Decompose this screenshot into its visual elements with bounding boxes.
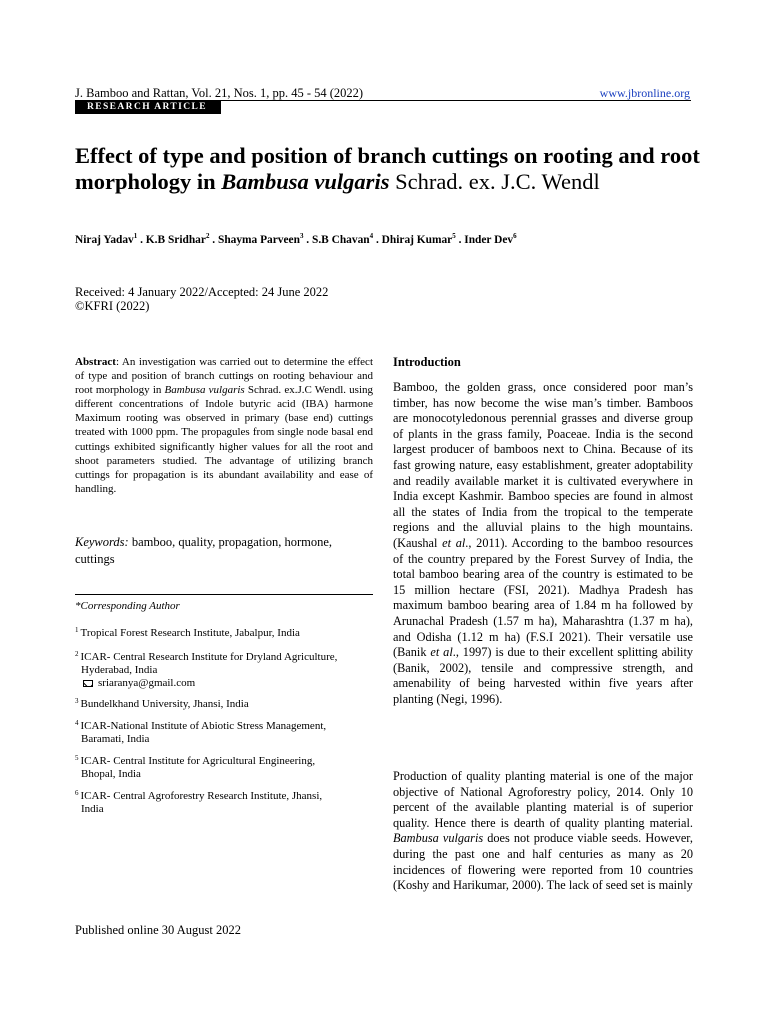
affiliation-3: $^3$ Bundelkhand University, Jhansi, India bbox=[75, 697, 249, 710]
affiliation-5: $^5$ ICAR- Central Institute for Agricultural Engineering, Bhopal, India bbox=[75, 754, 316, 780]
author-affiliation-number: 4 bbox=[369, 232, 374, 240]
introduction-paragraph-2: Production of quality planting material is one of the major objective of National Agroforestry policy, 2014. Only 10 percent of the available planting material is of superior quality. Hence there is dearth of quality planting material. Bambusa vulgaris does not produce viable seeds. However, during the past one and half centuries as many as 20 incidences of flowering were reported from 10 countries (Koshy and Harikumar, 2000). The lack of seed set is mainly bbox=[393, 769, 693, 893]
author-name: Inder Dev bbox=[464, 234, 514, 246]
author-affiliation-number: 3 bbox=[299, 232, 304, 240]
corresponding-author: *Corresponding Author bbox=[75, 600, 180, 612]
author-name: S.B Chavan bbox=[311, 234, 370, 246]
author-name: Niraj Yadav bbox=[75, 234, 134, 246]
paper-title bbox=[75, 143, 705, 195]
author-affiliation-number: 2 bbox=[205, 232, 210, 240]
envelope-icon bbox=[83, 680, 93, 687]
author-name: Shayma Parveen bbox=[217, 234, 300, 246]
keywords-label: Keywords: bbox=[75, 535, 129, 549]
affiliation-4: $^4$ ICAR-National Institute of Abiotic Stress Management, Baramati, India bbox=[75, 719, 327, 745]
received-accepted-date: Received: 4 January 2022/Accepted: 24 June 2022 bbox=[75, 285, 329, 299]
email-address[interactable]: sriaranya@gmail.com bbox=[98, 677, 196, 689]
author-affiliation-number: 1 bbox=[133, 232, 138, 240]
title-text: Effect of type and position of branch cuttings on rooting and root morphology in bbox=[75, 143, 700, 194]
affiliation-2: $^2$ ICAR- Central Research Institute for Dryland Agriculture, Hyderabad, India sriaranya@gmail.com bbox=[75, 651, 375, 690]
abstract-label: Abstract bbox=[75, 356, 116, 368]
publication-dates bbox=[75, 285, 328, 313]
author-affiliation-number: 5 bbox=[452, 232, 456, 240]
copyright-notice: ©KFRI (2022) bbox=[75, 299, 150, 313]
affiliation-6: $^6$ ICAR- Central Agroforestry Research Institute, Jhansi, India bbox=[75, 789, 323, 815]
title-species: Bambusa vulgaris bbox=[221, 169, 390, 194]
journal-url-link[interactable]: www.jbronline.org bbox=[599, 86, 690, 100]
email-line bbox=[75, 677, 375, 690]
journal-citation: J. Bamboo and Rattan, Vol. 21, Nos. 1, pp. 45 - 54 (2022) bbox=[75, 86, 364, 100]
introduction-heading: Introduction bbox=[393, 355, 461, 369]
author-separator: . bbox=[303, 234, 312, 246]
author-list bbox=[75, 234, 517, 246]
introduction-paragraph-1: Bamboo, the golden grass, once considered poor man’s timber, has now become the wise man’s timber. Bamboos are monocotyledonous perennial grasses and diverse group of plants in the grass family, Poaceae. India is the second largest producer of bamboos next to China. Because of its fast growing nature, easy establishment, greater adoptability and readily available market it is cultivated everywhere in India except Kashmir. Bamboo species are found in almost all the states of India from the tropical to the temperate regions and the alluvial plains to the high mountains. (Kaushal et al., 2011). According to the bamboo resources of the country prepared by the Forest Survey of India, the total bamboo bearing area of the country is estimated to be 15 million hectare (FSI, 2021). Madhya Pradesh has maximum bamboo bearing area of 1.84 m ha followed by Arunachal Pradesh (1.57 m ha), Maharashtra (1.37 m ha), and Odisha (1.12 m ha) (F.S.I 2021). Their versatile use (Banik et al., 1997) is due to their excellent splitting ability (Banik, 2002), tensile and compressive strength, and amenability of being harvested within five years after planting (Negi, 1996). bbox=[393, 380, 694, 706]
affiliation-1: $^1$ Tropical Forest Research Institute, Jabalpur, India bbox=[75, 626, 300, 639]
abstract-text: : An investigation was carried out to determine the effect of type and position of branch cuttings on rooting behaviour and root morphology in bbox=[75, 356, 373, 397]
article-type-badge: RESEARCH ARTICLE bbox=[75, 100, 221, 114]
keywords-text: bamboo, quality, propagation, hormone, cuttings bbox=[75, 535, 333, 566]
author-separator: . bbox=[373, 234, 382, 246]
abstract-text-cont: Schrad. ex.J.C Wendl. using different concentrations of Indole butyric acid (IBA) harmone Maximum rooting was observed in primary (base end) cuttings treated with 1000 ppm. The propagules from single node basal end cuttings exhibited significantly higher values for all the root and shoot parameters studied. The advantage of utilizing branch cuttings for propagation is its abundant availability and ease of handling. bbox=[75, 384, 373, 495]
author-separator: . bbox=[455, 234, 465, 246]
author-name: Dhiraj Kumar bbox=[381, 234, 453, 246]
footnote-divider bbox=[75, 594, 373, 595]
abstract bbox=[75, 355, 373, 496]
title-authority: Schrad. ex. J.C. Wendl bbox=[389, 169, 600, 194]
keywords bbox=[75, 534, 373, 568]
author-affiliation-number: 6 bbox=[513, 232, 517, 240]
author-separator: . bbox=[137, 234, 146, 246]
abstract-species: Bambusa vulgaris bbox=[164, 384, 245, 397]
author-name: K.B Sridhar bbox=[145, 234, 206, 246]
author-separator: . bbox=[209, 234, 218, 246]
published-online-date: Published online 30 August 2022 bbox=[75, 923, 241, 937]
